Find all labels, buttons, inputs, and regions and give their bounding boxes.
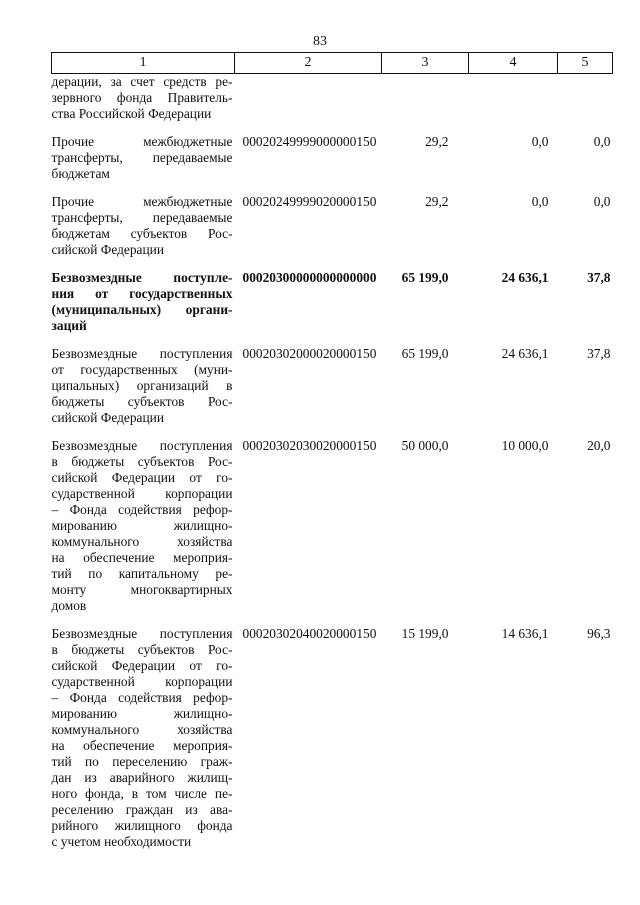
- name-line: рийного жилищного фонда: [51, 818, 233, 833]
- name-line: в бюджеты субъектов Рос-: [51, 642, 233, 657]
- row-name: [52, 626, 235, 850]
- name-line: бюджетам: [51, 166, 110, 181]
- row-value-3: 65 199,0: [401, 270, 449, 285]
- row-value-4: [469, 74, 558, 123]
- name-line: сийской Федерации от го-: [51, 658, 233, 673]
- name-line: Безвозмездные поступления: [51, 346, 233, 361]
- table-row: [52, 194, 613, 258]
- row-code: [235, 74, 382, 123]
- row-name: [52, 270, 235, 334]
- name-line: Безвозмездные поступле-: [51, 270, 233, 285]
- table-body: [52, 74, 613, 851]
- row-value-5: 37,8: [587, 270, 611, 285]
- name-line: Безвозмездные поступления: [51, 626, 233, 641]
- row-spacer: [52, 182, 613, 194]
- name-line: зервного фонда Правитель-: [51, 90, 233, 105]
- name-line: в бюджеты субъектов Рос-: [51, 454, 233, 469]
- name-line: трансферты, передаваемые: [51, 150, 233, 165]
- row-spacer: [52, 614, 613, 626]
- row-value-5: 96,3: [587, 626, 611, 641]
- row-code: 00020300000000000000: [242, 270, 377, 285]
- row-name: [52, 438, 235, 614]
- row-value-3: 29,2: [425, 134, 449, 149]
- row-value-4: 24 636,1: [501, 270, 549, 285]
- name-line: ния от государственных: [51, 286, 233, 301]
- name-line: заций: [51, 318, 87, 333]
- row-value-5: 20,0: [587, 438, 611, 453]
- row-value-4: 14 636,1: [501, 626, 549, 641]
- header-row: [52, 53, 613, 74]
- row-code: 00020249999020000150: [242, 194, 377, 209]
- column-header-2: 2: [235, 53, 382, 74]
- name-line: ного фонда, в том числе пе-: [51, 786, 233, 801]
- table-row: [52, 74, 613, 123]
- row-code: 00020302040020000150: [242, 626, 377, 641]
- row-code: 00020302000020000150: [242, 346, 377, 361]
- row-spacer-cell: [52, 426, 613, 438]
- name-line: ства Российской Федерации: [51, 106, 212, 121]
- name-line: мированию жилищно-: [51, 518, 233, 533]
- table-row: [52, 626, 613, 850]
- row-spacer-cell: [52, 182, 613, 194]
- name-line: – Фонда содействия рефор-: [51, 502, 233, 517]
- row-value-5: [558, 74, 613, 123]
- column-header-5: 5: [558, 53, 613, 74]
- row-value-5: 0,0: [593, 134, 611, 149]
- name-line: бюджетам субъектов Рос-: [51, 226, 233, 241]
- budget-table: [51, 52, 613, 850]
- table-row: [52, 134, 613, 182]
- row-value-3: 29,2: [425, 194, 449, 209]
- row-value-4: 10 000,0: [501, 438, 549, 453]
- row-spacer: [52, 334, 613, 346]
- row-spacer: [52, 426, 613, 438]
- row-spacer: [52, 258, 613, 270]
- name-line: сийской Федерации: [51, 242, 164, 257]
- column-header-1: 1: [52, 53, 235, 74]
- name-line: сударственной корпорации: [51, 674, 233, 689]
- name-line: реселению граждан из ава-: [51, 802, 233, 817]
- name-line: (муниципальных) органи-: [51, 302, 233, 317]
- row-code: 00020249999000000150: [242, 134, 377, 149]
- table-row: [52, 270, 613, 334]
- name-line: коммунального хозяйства: [51, 722, 233, 737]
- name-line: от государственных (муни-: [51, 362, 233, 377]
- name-line: тий по переселению граж-: [51, 754, 233, 769]
- row-spacer-cell: [52, 614, 613, 626]
- name-line: сударственной корпорации: [51, 486, 233, 501]
- row-name: [52, 346, 235, 426]
- row-name: [52, 74, 235, 123]
- table-row: [52, 346, 613, 426]
- name-line: Безвозмездные поступления: [51, 438, 233, 453]
- name-line: на обеспечение мероприя-: [51, 738, 233, 753]
- row-code: 00020302030020000150: [242, 438, 377, 453]
- row-spacer-cell: [52, 334, 613, 346]
- row-spacer: [52, 122, 613, 134]
- name-line: коммунального хозяйства: [51, 534, 233, 549]
- name-line: – Фонда содействия рефор-: [51, 690, 233, 705]
- column-header-3: 3: [382, 53, 469, 74]
- name-line: домов: [51, 598, 87, 613]
- row-value-5: 37,8: [587, 346, 611, 361]
- table-row: [52, 438, 613, 614]
- name-line: трансферты, передаваемые: [51, 210, 233, 225]
- row-spacer-cell: [52, 258, 613, 270]
- row-value-4: 0,0: [531, 194, 549, 209]
- name-line: Прочие межбюджетные: [51, 134, 233, 149]
- name-line: с учетом необходимости: [51, 834, 192, 849]
- name-line: монту многоквартирных: [51, 582, 233, 597]
- name-line: бюджеты субъектов Рос-: [51, 394, 233, 409]
- row-value-3: 65 199,0: [401, 346, 449, 361]
- name-line: тий по капитальному ре-: [51, 566, 233, 581]
- row-name: [52, 194, 235, 258]
- row-name: [52, 134, 235, 182]
- name-line: дан из аварийного жилищ-: [51, 770, 233, 785]
- name-line: сийской Федерации от го-: [51, 470, 233, 485]
- name-line: ципальных) организаций в: [51, 378, 233, 393]
- row-spacer-cell: [52, 122, 613, 134]
- column-header-4: 4: [469, 53, 558, 74]
- name-line: сийской Федерации: [51, 410, 164, 425]
- page-number: 83: [313, 34, 327, 49]
- row-value-3: [382, 74, 469, 123]
- row-value-5: 0,0: [593, 194, 611, 209]
- name-line: Прочие межбюджетные: [51, 194, 233, 209]
- row-value-3: 50 000,0: [401, 438, 449, 453]
- name-line: дерации, за счет средств ре-: [51, 74, 233, 89]
- name-line: мированию жилищно-: [51, 706, 233, 721]
- row-value-3: 15 199,0: [401, 626, 449, 641]
- row-value-4: 24 636,1: [501, 346, 549, 361]
- name-line: на обеспечение мероприя-: [51, 550, 233, 565]
- row-value-4: 0,0: [531, 134, 549, 149]
